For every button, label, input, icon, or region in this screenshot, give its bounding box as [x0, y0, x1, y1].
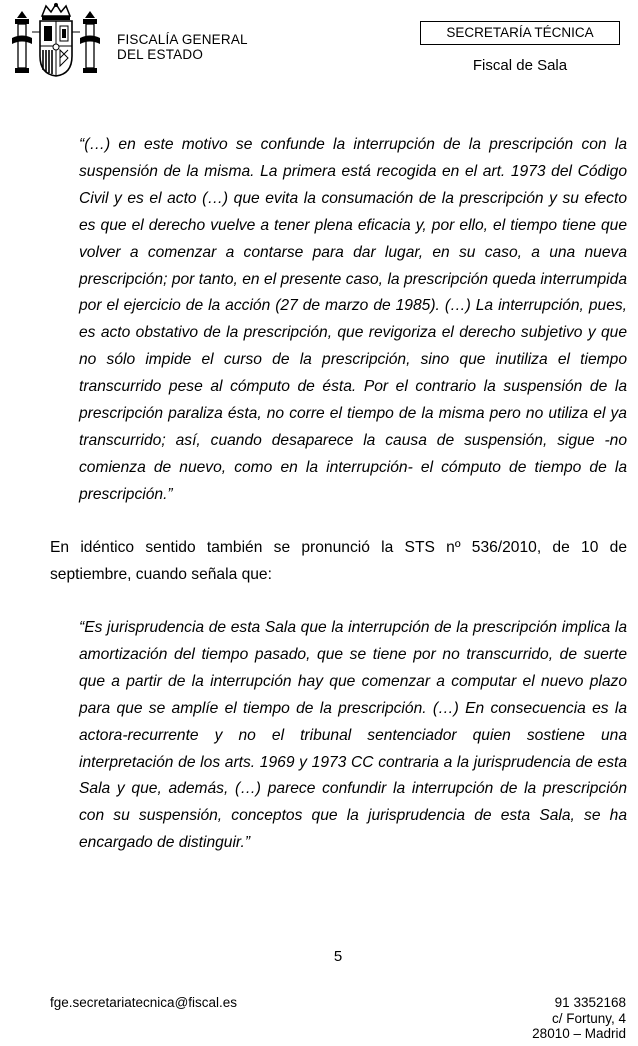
footer-phone: 91 3352168	[554, 995, 626, 1010]
footer-street: c/ Fortuny, 4	[551, 1010, 626, 1026]
organization-name	[117, 32, 248, 62]
body-paragraph: En idéntico sentido también se pronunció la STS nº 536/2010, de 10 de septiembre, cuando señala que:	[50, 539, 627, 583]
spain-coat-of-arms-icon	[6, 2, 106, 78]
page-number: 5	[333, 948, 343, 965]
organization-line-2: DEL ESTADO	[117, 47, 204, 62]
quote-block-2: “Es jurisprudencia de esta Sala que la interrupción de la prescripción implica la amortización del tiempo pasado, que se tiene por no transcurrido, de suerte que a partir de la interrupción hay que comenzar a computar el nuevo plazo para que se amplíe el tiempo de la prescripción. (…) En consecuencia es la actora-recurrente y no el tribunal sentenciador quien sostiene una interpretación de los arts. 1969 y 1973 CC contraria a la jurisprudencia de esta Sala y que, además, (…) parece confundir la interrupción de la prescripción con su suspensión, conceptos que la jurisprudencia de esta Sala, se ha encargado de distinguir.”	[79, 619, 627, 852]
department-box: SECRETARÍA TÉCNICA	[420, 21, 620, 45]
quote-block-1: “(…) en este motivo se confunde la interrupción de la prescripción con la suspensión de la misma. La primera está recogida en el art. 1973 del Código Civil y es el acto (…) que evita la consumación de la prescripción y su efecto es que el derecho vuelve a tener plena eficacia y, por ello, el tiempo tiene que volver a comenzar a contarse para dar lugar, en su caso, a una nueva prescripción; por tanto, en el presente caso, la prescripción queda interrumpida por el ejercicio de la acción (27 de marzo de 1985). (…) La interrupción, pues, es acto obstativo de la prescripción, que revigoriza el derecho subjetivo y que no sólo impide el curso de la prescripción, sino que inutiliza el tiempo transcurrido pese al cómputo de ésta. Por el contrario la suspensión de la prescripción paraliza ésta, no corre el tiempo de la misma pero no utiliza el ya transcurrido; así, cuando desaparece la causa de suspensión, sigue -no comienza de nuevo, como en la interrupción- el cómputo de tiempo de la prescripción.”	[79, 136, 627, 503]
footer-city: 28010 – Madrid	[532, 1026, 626, 1041]
organization-line-1: FISCALÍA GENERAL	[117, 32, 248, 47]
department-subtitle: Fiscal de Sala	[472, 57, 568, 74]
footer-address	[532, 995, 626, 1042]
footer-email: fge.secretariatecnica@fiscal.es	[50, 995, 238, 1010]
